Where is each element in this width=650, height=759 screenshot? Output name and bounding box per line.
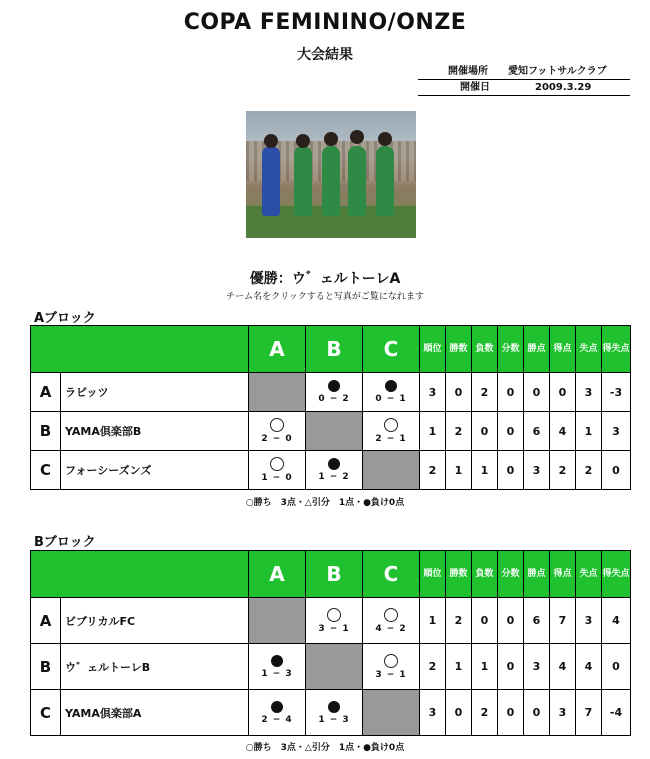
stat-value: 0 <box>524 690 550 736</box>
match-result-cell <box>306 451 363 490</box>
stat-value: 2 <box>420 451 446 490</box>
stat-value: 3 <box>576 373 602 412</box>
stat-value: 4 <box>550 412 576 451</box>
page-subtitle: 大会結果 <box>297 47 353 63</box>
date-label: 開催日 <box>460 82 490 93</box>
stat-header: 得点 <box>550 551 576 598</box>
header-blank <box>31 326 249 373</box>
match-score: 2 − 4 <box>261 714 293 725</box>
self-match-cell <box>249 598 306 644</box>
row-letter: B <box>31 412 61 451</box>
stat-value: 4 <box>576 644 602 690</box>
self-match-cell <box>249 373 306 412</box>
stat-value: 0 <box>498 644 524 690</box>
block-a-table <box>30 325 631 490</box>
stat-header: 得失点 <box>602 326 631 373</box>
team-photo <box>246 111 416 238</box>
stat-value: 3 <box>550 690 576 736</box>
table-row <box>31 690 631 736</box>
match-score: 0 − 2 <box>318 394 350 404</box>
loss-circle-icon <box>328 701 340 713</box>
stat-value: 0 <box>602 451 631 490</box>
col-header-c: C <box>363 326 420 373</box>
row-letter: B <box>31 644 61 690</box>
block-a-legend: ○勝ち 3点・△引分 1点・●負け0点 <box>245 498 405 508</box>
team-name-link[interactable]: ビブリカルFC <box>61 598 249 644</box>
stat-value: 1 <box>446 644 472 690</box>
table-row <box>31 644 631 690</box>
col-header-b: B <box>306 326 363 373</box>
match-score: 1 − 2 <box>318 472 350 482</box>
block-b-title: Bブロック <box>34 535 96 550</box>
stat-value: 0 <box>498 451 524 490</box>
date-row <box>418 80 630 96</box>
loss-circle-icon <box>328 458 340 470</box>
stat-value: 4 <box>602 598 631 644</box>
stat-value: 2 <box>446 412 472 451</box>
match-score: 3 − 1 <box>318 623 350 634</box>
page-title: COPA FEMININO/ONZE <box>183 10 467 35</box>
loss-circle-icon <box>328 380 340 392</box>
stat-header: 分数 <box>498 551 524 598</box>
win-circle-icon <box>327 608 341 622</box>
header-blank <box>31 551 249 598</box>
winner-text: 優勝：ウ゛ェルトーレA <box>249 271 401 287</box>
stat-header: 負数 <box>472 326 498 373</box>
col-header-b: B <box>306 551 363 598</box>
match-result-cell <box>249 412 306 451</box>
self-match-cell <box>363 451 420 490</box>
match-score: 0 − 1 <box>375 394 407 404</box>
team-name-link[interactable]: フォーシーズンズ <box>61 451 249 490</box>
self-match-cell <box>363 690 420 736</box>
stat-header: 失点 <box>576 551 602 598</box>
stat-value: 1 <box>472 451 498 490</box>
col-header-a: A <box>249 551 306 598</box>
stat-value: 1 <box>576 412 602 451</box>
loss-circle-icon <box>271 701 283 713</box>
loss-circle-icon <box>385 380 397 392</box>
stat-value: 0 <box>472 598 498 644</box>
stat-value: 0 <box>498 412 524 451</box>
stat-value: 2 <box>576 451 602 490</box>
stat-header: 分数 <box>498 326 524 373</box>
stat-value: 1 <box>472 644 498 690</box>
win-circle-icon <box>270 457 284 471</box>
match-result-cell <box>363 644 420 690</box>
stat-value: 0 <box>446 690 472 736</box>
match-result-cell <box>306 598 363 644</box>
match-score: 1 − 3 <box>318 714 350 725</box>
match-result-cell <box>249 644 306 690</box>
win-circle-icon <box>384 418 398 432</box>
win-circle-icon <box>384 608 398 622</box>
match-result-cell <box>306 373 363 412</box>
stat-value: 4 <box>550 644 576 690</box>
team-name-link[interactable]: ラビッツ <box>61 373 249 412</box>
table-row <box>31 598 631 644</box>
loss-circle-icon <box>271 655 283 667</box>
stat-value: 3 <box>420 690 446 736</box>
table-row <box>31 451 631 490</box>
stat-header: 失点 <box>576 326 602 373</box>
stat-value: 7 <box>576 690 602 736</box>
venue-value: 愛知フットサルクラブ <box>508 66 607 77</box>
stat-value: -4 <box>602 690 631 736</box>
team-name-link[interactable]: YAMA倶楽部A <box>61 690 249 736</box>
stat-value: 2 <box>446 598 472 644</box>
stat-header: 勝点 <box>524 326 550 373</box>
stat-value: 3 <box>524 451 550 490</box>
stat-header: 負数 <box>472 551 498 598</box>
stat-header: 勝点 <box>524 551 550 598</box>
stat-value: 0 <box>524 373 550 412</box>
match-result-cell <box>363 412 420 451</box>
stat-value: 0 <box>446 373 472 412</box>
stat-header: 勝数 <box>446 326 472 373</box>
match-score: 4 − 2 <box>375 623 407 634</box>
stat-value: 1 <box>446 451 472 490</box>
match-score: 3 − 1 <box>375 669 407 680</box>
stat-value: 2 <box>472 690 498 736</box>
stat-header: 得失点 <box>602 551 631 598</box>
stat-value: 0 <box>498 598 524 644</box>
stat-value: -3 <box>602 373 631 412</box>
match-score: 1 − 3 <box>261 668 293 679</box>
match-score: 2 − 1 <box>375 434 407 444</box>
stat-header: 得点 <box>550 326 576 373</box>
stat-value: 3 <box>524 644 550 690</box>
match-result-cell <box>363 598 420 644</box>
venue-row <box>418 64 630 80</box>
stat-value: 7 <box>550 598 576 644</box>
stat-header: 順位 <box>420 551 446 598</box>
match-result-cell <box>363 373 420 412</box>
stat-value: 1 <box>420 598 446 644</box>
row-letter: A <box>31 373 61 412</box>
table-row <box>31 373 631 412</box>
click-note: チーム名をクリックすると写真がご覧になれます <box>226 292 424 302</box>
stat-value: 3 <box>420 373 446 412</box>
self-match-cell <box>306 412 363 451</box>
win-circle-icon <box>270 418 284 432</box>
match-result-cell <box>249 690 306 736</box>
match-score: 2 − 0 <box>261 434 293 444</box>
col-header-a: A <box>249 326 306 373</box>
stat-value: 2 <box>472 373 498 412</box>
win-circle-icon <box>384 654 398 668</box>
team-name-link[interactable]: ウ゛ェルトーレB <box>61 644 249 690</box>
stat-value: 6 <box>524 598 550 644</box>
row-letter: A <box>31 598 61 644</box>
col-header-c: C <box>363 551 420 598</box>
block-a-title: Aブロック <box>34 311 96 326</box>
stat-value: 2 <box>550 451 576 490</box>
stat-value: 3 <box>576 598 602 644</box>
stat-value: 0 <box>498 690 524 736</box>
stat-value: 6 <box>524 412 550 451</box>
self-match-cell <box>306 644 363 690</box>
match-result-cell <box>306 690 363 736</box>
match-score: 1 − 0 <box>261 473 293 483</box>
row-letter: C <box>31 451 61 490</box>
stat-value: 0 <box>550 373 576 412</box>
stat-header: 勝数 <box>446 551 472 598</box>
team-name-link[interactable]: YAMA倶楽部B <box>61 412 249 451</box>
match-result-cell <box>249 451 306 490</box>
stat-value: 0 <box>472 412 498 451</box>
stat-value: 2 <box>420 644 446 690</box>
block-b-legend: ○勝ち 3点・△引分 1点・●負け0点 <box>245 743 405 753</box>
stat-value: 1 <box>420 412 446 451</box>
block-b-table <box>30 550 631 736</box>
venue-label: 開催場所 <box>448 66 488 77</box>
table-row <box>31 412 631 451</box>
stat-value: 0 <box>498 373 524 412</box>
date-value: 2009.3.29 <box>535 82 592 93</box>
stat-value: 0 <box>602 644 631 690</box>
stat-value: 3 <box>602 412 631 451</box>
row-letter: C <box>31 690 61 736</box>
stat-header: 順位 <box>420 326 446 373</box>
